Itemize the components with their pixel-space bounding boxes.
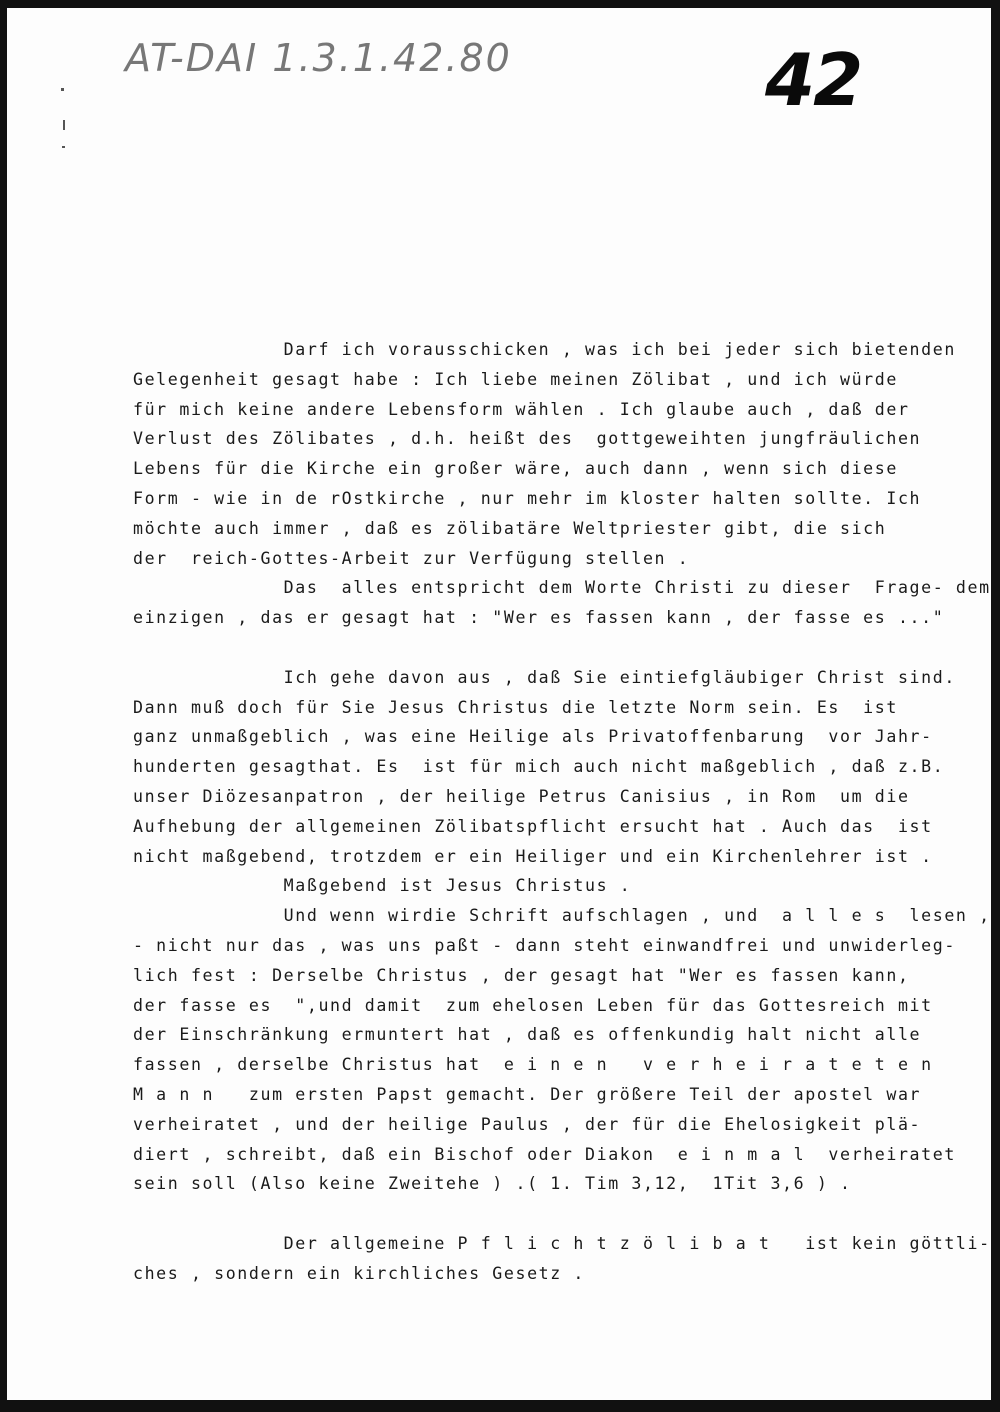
text-line: Maßgebend ist Jesus Christus . (133, 876, 632, 896)
text-line: der fasse es ",und damit zum ehelosen Leben für das Gottesreich mit (133, 995, 933, 1015)
text-line: sein soll (Also keine Zweitehe ) .( 1. Tim 3,12, 1Tit 3,6 ) . (133, 1174, 852, 1194)
text-line: hunderten gesagthat. Es ist für mich auch nicht maßgeblich , daß z.B. (133, 757, 945, 777)
text-line: der Einschränkung ermuntert hat , daß es offenkundig halt nicht alle (133, 1025, 922, 1045)
text-line: unser Diözesanpatron , der heilige Petrus Canisius , in Rom um die (133, 786, 910, 806)
text-line: Das alles entspricht dem Worte Christi zu dieser Frage- dem (133, 578, 991, 598)
text-line: Und wenn wirdie Schrift aufschlagen , und a l l e s lesen , (133, 906, 991, 926)
text-line: ches , sondern ein kirchliches Gesetz . (133, 1263, 586, 1283)
text-line: Aufhebung der allgemeinen Zölibatspflicht ersucht hat . Auch das ist (133, 816, 933, 836)
text-line: Darf ich vorausschicken , was ich bei jeder sich bietenden (133, 340, 956, 359)
text-line: ganz unmaßgeblich , was eine Heilige als Privatoffenbarung vor Jahr- (133, 727, 933, 747)
letter-body (133, 335, 991, 1289)
archive-reference: AT-DAI 1.3.1.42.80 (125, 36, 512, 80)
text-line: einzigen , das er gesagt hat : "Wer es fassen kann , der fasse es ..." (133, 608, 945, 628)
text-line: Form - wie in de rOstkirche , nur mehr im kloster halten sollte. Ich (133, 488, 922, 508)
text-line: nicht maßgebend, trotzdem er ein Heiliger und ein Kirchenlehrer ist . (133, 846, 933, 866)
page-number: 42 (765, 38, 862, 122)
text-line: fassen , derselbe Christus hat e i n e n v e r h e i r a t e t e n (133, 1055, 933, 1075)
text-line: M a n n zum ersten Papst gemacht. Der größere Teil der apostel war (133, 1084, 922, 1104)
text-line: - nicht nur das , was uns paßt - dann steht einwandfrei und unwiderleg- (133, 935, 956, 955)
blank-line (133, 1199, 983, 1229)
margin-mark (63, 120, 65, 130)
text-line: Dann muß doch für Sie Jesus Christus die letzte Norm sein. Es ist (133, 697, 898, 717)
text-line: diert , schreibt, daß ein Bischof oder Diakon e i n m a l verheiratet (133, 1144, 956, 1164)
blank-line (133, 633, 983, 663)
text-line: Der allgemeine P f l i c h t z ö l i b a t ist kein göttli- (133, 1233, 991, 1253)
text-line: Gelegenheit gesagt habe : Ich liebe meinen Zölibat , und ich würde (133, 369, 898, 389)
text-line: für mich keine andere Lebensform wählen . Ich glaube auch , daß der (133, 399, 910, 419)
margin-mark (61, 88, 64, 91)
text-line: Verlust des Zölibates , d.h. heißt des gottgeweihten jungfräulichen (133, 429, 922, 449)
text-line: der reich-Gottes-Arbeit zur Verfügung stellen . (133, 548, 690, 568)
text-line: Ich gehe davon aus , daß Sie eintiefgläubiger Christ sind. (133, 667, 956, 687)
text-line: Lebens für die Kirche ein großer wäre, auch dann , wenn sich diese (133, 459, 898, 479)
text-line: möchte auch immer , daß es zölibatäre Weltpriester gibt, die sich (133, 518, 887, 538)
document-page (7, 8, 991, 1400)
text-line: verheiratet , und der heilige Paulus , der für die Ehelosigkeit plä- (133, 1114, 922, 1134)
text-line: lich fest : Derselbe Christus , der gesagt hat "Wer es fassen kann, (133, 965, 910, 985)
margin-mark (62, 146, 65, 148)
